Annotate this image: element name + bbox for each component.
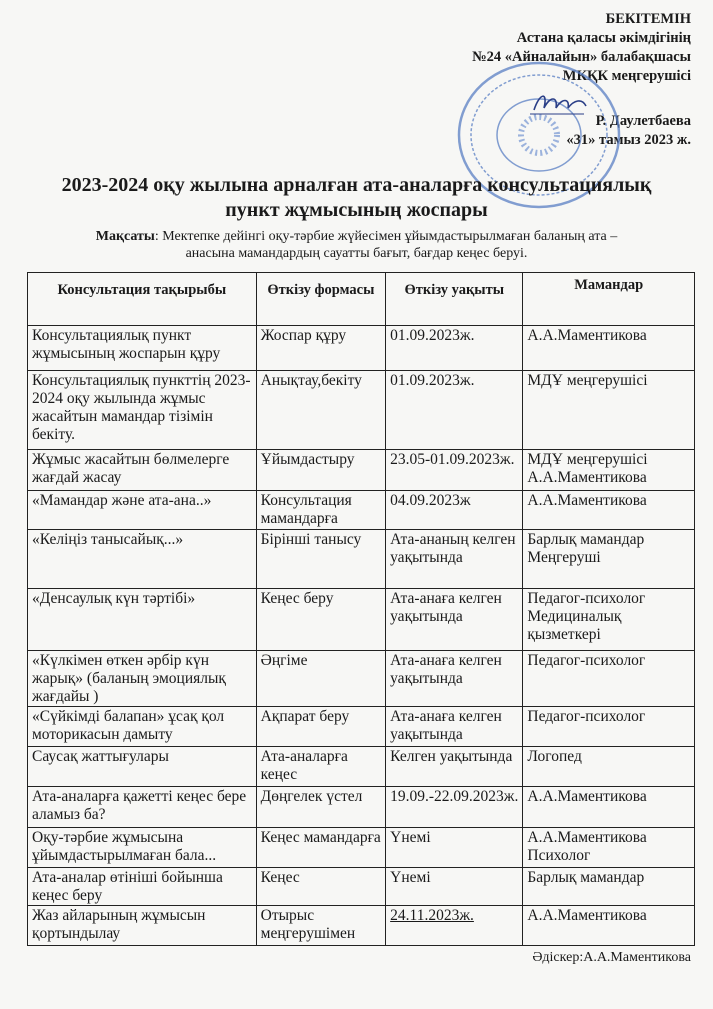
header-specialists: Мамандар bbox=[523, 273, 695, 326]
table-row bbox=[28, 589, 695, 651]
cell-form: Кеңес мамандарға bbox=[256, 828, 385, 868]
cell-topic: «Денсаулық күн тәртібі» bbox=[28, 589, 257, 651]
approval-signer: Р. Даулетбаева bbox=[595, 113, 691, 129]
table-row bbox=[28, 450, 695, 491]
cell-topic: Жаз айларының жұмысын қортындылау bbox=[28, 906, 257, 946]
cell-specialists: Барлық мамандар bbox=[523, 868, 695, 906]
cell-time: 23.05-01.09.2023ж. bbox=[386, 450, 523, 491]
cell-topic: «Келіңіз танысайық...» bbox=[28, 530, 257, 589]
table-row bbox=[28, 651, 695, 707]
cell-specialists: А.А.Маментикова Психолог bbox=[523, 828, 695, 868]
signature-icon bbox=[530, 88, 590, 118]
table-row bbox=[28, 906, 695, 946]
table-row bbox=[28, 326, 695, 371]
approval-line-3: МКҚК меңгерушісі bbox=[562, 68, 691, 84]
cell-time: Ата-анаға келген уақытында bbox=[386, 651, 523, 707]
goal-paragraph bbox=[0, 228, 713, 262]
cell-specialists: А.А.Маментикова bbox=[523, 906, 695, 946]
cell-form: Бірінші танысу bbox=[256, 530, 385, 589]
cell-specialists: А.А.Маментикова bbox=[523, 491, 695, 530]
cell-form: Анықтау,бекіту bbox=[256, 371, 385, 450]
cell-form: Отырыс меңгерушімен bbox=[256, 906, 385, 946]
table-row bbox=[28, 787, 695, 828]
cell-time: 01.09.2023ж. bbox=[386, 371, 523, 450]
table-row bbox=[28, 868, 695, 906]
table-row bbox=[28, 747, 695, 787]
cell-time: Үнемі bbox=[386, 868, 523, 906]
header-time: Өткізу уақыты bbox=[386, 273, 523, 326]
cell-topic: Ата-аналар өтініші бойынша кеңес беру bbox=[28, 868, 257, 906]
cell-time: Үнемі bbox=[386, 828, 523, 868]
cell-form: Ата-аналарға кеңес bbox=[256, 747, 385, 787]
consultation-plan-table bbox=[27, 272, 695, 946]
table-header-row bbox=[28, 273, 695, 326]
cell-topic: Консультациялық пункттің 2023-2024 оқу жылында жұмыс жасайтын мамандар тізімін бекіту. bbox=[28, 371, 257, 450]
cell-specialists: МДҰ меңгерушісі А.А.Маментикова bbox=[523, 450, 695, 491]
cell-topic: «Мамандар және ата-ана..» bbox=[28, 491, 257, 530]
cell-time: Ата-ананың келген уақытында bbox=[386, 530, 523, 589]
cell-form: Дөңгелек үстел bbox=[256, 787, 385, 828]
cell-specialists: А.А.Маментикова bbox=[523, 787, 695, 828]
cell-specialists: Педагог-психолог Медициналық қызметкері bbox=[523, 589, 695, 651]
approval-heading: БЕКІТЕМІН bbox=[605, 11, 691, 27]
approval-date: «31» тамыз 2023 ж. bbox=[566, 132, 691, 148]
cell-specialists: Педагог-психолог bbox=[523, 651, 695, 707]
cell-form: Кеңес беру bbox=[256, 589, 385, 651]
table-row bbox=[28, 530, 695, 589]
cell-time: 24.11.2023ж. bbox=[386, 906, 523, 946]
cell-time: Ата-анаға келген уақытында bbox=[386, 589, 523, 651]
header-topic: Консультация тақырыбы bbox=[28, 273, 257, 326]
goal-label: Мақсаты bbox=[95, 229, 155, 244]
header-form: Өткізу формасы bbox=[256, 273, 385, 326]
cell-specialists: Логопед bbox=[523, 747, 695, 787]
cell-specialists: Барлық мамандар Меңгеруші bbox=[523, 530, 695, 589]
cell-time: 19.09.-22.09.2023ж. bbox=[386, 787, 523, 828]
cell-topic: Консультациялық пункт жұмысының жоспарын құру bbox=[28, 326, 257, 371]
cell-form: Әңгіме bbox=[256, 651, 385, 707]
cell-topic: Жұмыс жасайтын бөлмелерге жағдай жасау bbox=[28, 450, 257, 491]
document-title bbox=[0, 173, 713, 223]
title-line-2: пункт жұмысының жоспары bbox=[225, 199, 488, 221]
cell-topic: Оқу-тәрбие жұмысына ұйымдастырылмаған бала... bbox=[28, 828, 257, 868]
cell-form: Кеңес bbox=[256, 868, 385, 906]
goal-text-line-1: : Мектепке дейінгі оқу-тәрбие жүйесімен ұйымдастырылмаған баланың ата – bbox=[154, 229, 618, 244]
table-row bbox=[28, 707, 695, 747]
table-row bbox=[28, 828, 695, 868]
cell-time: Ата-анаға келген уақытында bbox=[386, 707, 523, 747]
cell-time: 01.09.2023ж. bbox=[386, 326, 523, 371]
table-row bbox=[28, 491, 695, 530]
methodist-signature: Әдіскер:А.А.Маментикова bbox=[532, 950, 691, 965]
table-row bbox=[28, 371, 695, 450]
cell-time: 04.09.2023ж bbox=[386, 491, 523, 530]
cell-topic: «Күлкімен өткен әрбір күн жарық» (баланың эмоциялық жағдайы ) bbox=[28, 651, 257, 707]
cell-topic: Саусақ жаттығулары bbox=[28, 747, 257, 787]
cell-specialists: А.А.Маментикова bbox=[523, 326, 695, 371]
cell-form: Жоспар құру bbox=[256, 326, 385, 371]
title-line-1: 2023-2024 оқу жылына арналған ата-аналарға консультациялық bbox=[61, 174, 652, 196]
cell-form: Консультация мамандарға bbox=[256, 491, 385, 530]
cell-specialists: МДҰ меңгерушісі bbox=[523, 371, 695, 450]
cell-specialists: Педагог-психолог bbox=[523, 707, 695, 747]
cell-topic: «Сүйкімді балапан» ұсақ қол моторикасын дамыту bbox=[28, 707, 257, 747]
goal-text-line-2: анасына мамандардың сауатты бағыт, бағдар кеңес беруі. bbox=[185, 246, 528, 261]
approval-line-1: Астана қаласы әкімдігінің bbox=[516, 30, 691, 46]
cell-form: Ақпарат беру bbox=[256, 707, 385, 747]
cell-form: Ұйымдастыру bbox=[256, 450, 385, 491]
approval-line-2: №24 «Айналайын» балабақшасы bbox=[472, 49, 691, 65]
cell-time: Келген уақытында bbox=[386, 747, 523, 787]
cell-topic: Ата-аналарға қажетті кеңес бере аламыз ба? bbox=[28, 787, 257, 828]
